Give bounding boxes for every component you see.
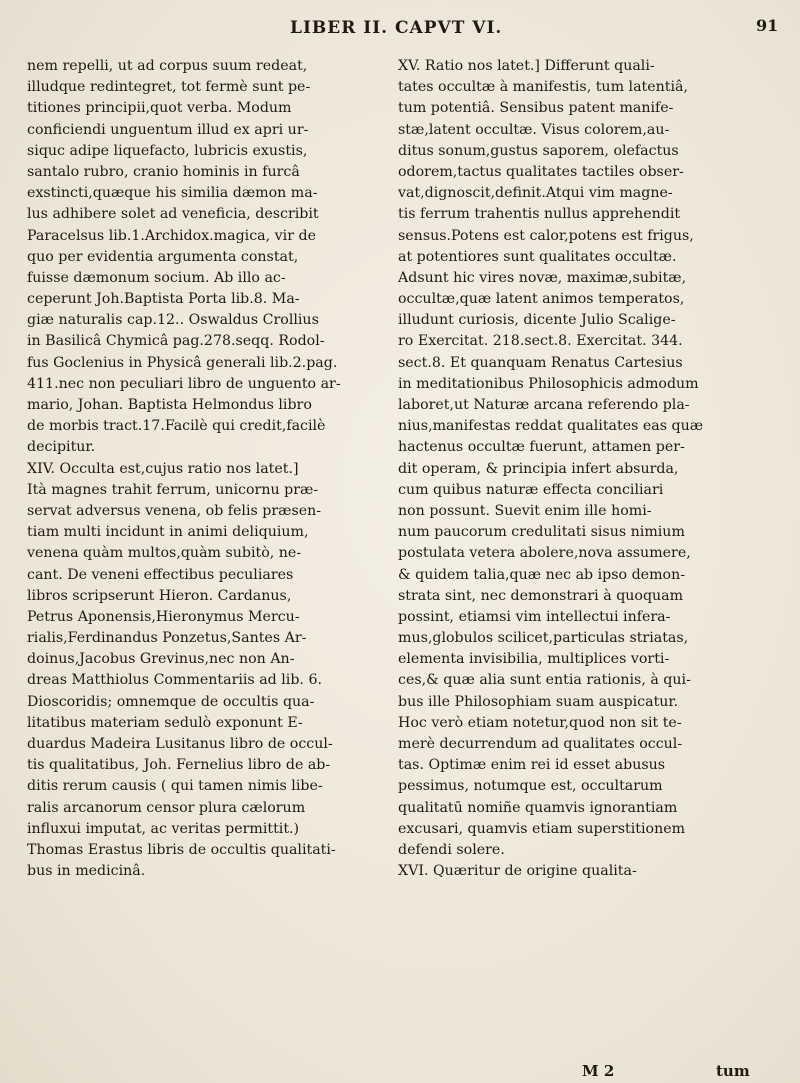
text-line: exstincti,quæque his similia dæmon ma-	[27, 185, 318, 202]
text-line: & quidem talia,quæ nec ab ipso demon-	[398, 566, 685, 583]
text-line: cum quibus naturæ effecta conciliari	[398, 481, 664, 498]
text-line: odorem,tactus qualitates tactiles obser-	[398, 163, 684, 180]
text-line: pessimus, notumque est, occultarum	[398, 778, 663, 795]
text-line: XIV. Occulta est,cujus ratio nos latet.]	[27, 460, 299, 477]
text-line: ralis arcanorum censor plura cælorum	[27, 799, 306, 816]
page-header	[0, 10, 800, 50]
text-line: influxui imputat, ac veritas permittit.)	[27, 820, 300, 837]
text-line: tas. Optimæ enim rei id esset abusus	[398, 757, 666, 774]
text-line: hactenus occultæ fuerunt, attamen per-	[398, 439, 685, 456]
text-line: tum potentiâ. Sensibus patent manife-	[398, 100, 674, 117]
text-line: ces,& quæ alia sunt entia rationis, à qui-	[398, 672, 691, 689]
text-line: Hoc verò etiam notetur,quod non sit te-	[398, 714, 682, 731]
text-line: siquc adipe liquefacto, lubricis exustis,	[27, 142, 308, 159]
text-line: Paracelsus lib.1.Archidox.magica, vir de	[27, 227, 316, 244]
text-line: occultæ,quæ latent animos temperatos,	[398, 291, 685, 308]
text-line: bus ille Philosophiam suam auspicatur.	[398, 693, 679, 710]
text-line: fus Goclenius in Physicâ generali lib.2.pag.	[27, 354, 338, 371]
text-line: stæ,latent occultæ. Visus colorem,au-	[398, 121, 670, 138]
text-line: mus,globulos scilicet,particulas striatas,	[398, 630, 689, 647]
catchword: tum	[716, 1062, 750, 1080]
text-line: fuisse dæmonum socium. Ab illo ac-	[27, 269, 286, 286]
text-line: ro Exercitat. 218.sect.8. Exercitat. 344.	[398, 333, 683, 350]
text-line: Thomas Erastus libris de occultis qualitati-	[27, 841, 336, 858]
page-number: 91	[756, 16, 779, 35]
text-line: elementa invisibilia, multiplices vorti-	[398, 651, 670, 668]
text-line: libros scripserunt Hieron. Cardanus,	[27, 587, 292, 604]
text-line: dit operam, & principia infert absurda,	[398, 460, 679, 477]
text-line: ditis rerum causis ( qui tamen nimis libe-	[27, 778, 323, 795]
text-line: duardus Madeira Lusitanus libro de occul-	[27, 736, 333, 752]
text-line: tiam multi incidunt in animi deliquium,	[27, 524, 309, 541]
signature-mark: M 2	[582, 1062, 615, 1080]
text-line: strata sint, nec demonstrari à quoquam	[398, 587, 684, 604]
text-line: rialis,Ferdinandus Ponzetus,Santes Ar-	[27, 630, 307, 647]
text-line: ditus sonum,gustus saporem, olefactus	[398, 142, 679, 159]
text-line: num paucorum credulitati sisus nimium	[398, 524, 685, 541]
text-line: illudque redintegret, tot fermè sunt pe-	[27, 79, 311, 96]
text-line: excusari, quamvis etiam superstitionem	[398, 820, 686, 837]
text-line: cant. De veneni effectibus peculiares	[27, 566, 294, 583]
text-line: nius,manifestas reddat qualitates eas quæ	[398, 418, 704, 435]
text-line: titiones principii,quot verba. Modum	[27, 100, 292, 117]
text-line: tates occultæ à manifestis, tum latentiâ,	[398, 79, 688, 96]
text-line: at potentiores sunt qualitates occultæ.	[398, 248, 677, 265]
running-head: LIBER II. CAPVT VI.	[290, 18, 503, 38]
text-line: Adsunt hic vires novæ, maximæ,subitæ,	[398, 269, 687, 286]
text-line: lus adhibere solet ad veneficia, describit	[27, 206, 319, 223]
text-line: ceperunt Joh.Baptista Porta lib.8. Ma-	[27, 291, 300, 308]
text-line: postulata vetera abolere,nova assumere,	[398, 545, 691, 562]
text-line: Dioscoridis; omnemque de occultis qua-	[27, 693, 315, 710]
text-line: 411.nec non peculiari libro de unguento ar-	[27, 375, 341, 392]
text-line: nem repelli, ut ad corpus suum redeat,	[27, 58, 308, 74]
text-line: tis qualitatibus, Joh. Fernelius libro de ab-	[27, 757, 331, 774]
text-line: laboret,ut Naturæ arcana referendo pla-	[398, 397, 690, 413]
text-line: servat adversus venena, ob felis præsen-	[27, 502, 322, 519]
text-line: vat,dignoscit,definit.Atqui vim magne-	[398, 185, 673, 202]
text-line: Petrus Aponensis,Hieronymus Mercu-	[27, 608, 300, 625]
right-text-column	[398, 56, 770, 882]
text-line: possint, etiamsi vim intellectui infera-	[398, 608, 671, 625]
text-line: sensus.Potens est calor,potens est frigus,	[398, 227, 694, 244]
text-line: decipitur.	[27, 439, 96, 456]
text-line: conficiendi unguentum illud ex apri ur-	[27, 121, 309, 138]
text-line: dreas Matthiolus Commentariis ad lib. 6.	[27, 672, 322, 689]
text-line: in Basilicâ Chymicâ pag.278.seqq. Rodol-	[27, 333, 325, 350]
text-line: santalo rubro, cranio hominis in furcâ	[27, 163, 300, 180]
text-line: bus in medicinâ.	[27, 863, 146, 880]
text-line: illudunt curiosis, dicente Julio Scalige-	[398, 312, 676, 329]
text-line: sect.8. Et quanquam Renatus Cartesius	[398, 354, 683, 371]
text-line: quo per evidentia argumenta constat,	[27, 248, 299, 265]
text-line: litatibus materiam sedulò exponunt E-	[27, 714, 303, 731]
text-line: qualitatū nomiñe quamvis ignorantiam	[398, 799, 678, 816]
text-line: non possunt. Suevit enim ille homi-	[398, 502, 652, 519]
text-line: defendi solere.	[398, 841, 505, 858]
text-line: tis ferrum trahentis nullus apprehendit	[398, 206, 681, 223]
text-line: in meditationibus Philosophicis admodum	[398, 375, 699, 392]
text-line: XVI. Quæritur de origine qualita-	[398, 863, 637, 880]
text-line: giæ naturalis cap.12.. Oswaldus Crollius	[27, 312, 319, 329]
text-line: XV. Ratio nos latet.] Differunt quali-	[398, 58, 655, 74]
text-line: venena quàm multos,quàm subitò, ne-	[27, 545, 302, 562]
text-line: de morbis tract.17.Facilè qui credit,facilè	[27, 418, 326, 435]
text-line: merè decurrendum ad qualitates occul-	[398, 736, 683, 752]
text-line: Ità magnes trahit ferrum, unicornu præ-	[27, 481, 319, 498]
text-line: mario, Johan. Baptista Helmondus libro	[27, 397, 312, 413]
text-line: doinus,Jacobus Grevinus,nec non An-	[27, 651, 295, 668]
left-text-column	[27, 56, 383, 882]
